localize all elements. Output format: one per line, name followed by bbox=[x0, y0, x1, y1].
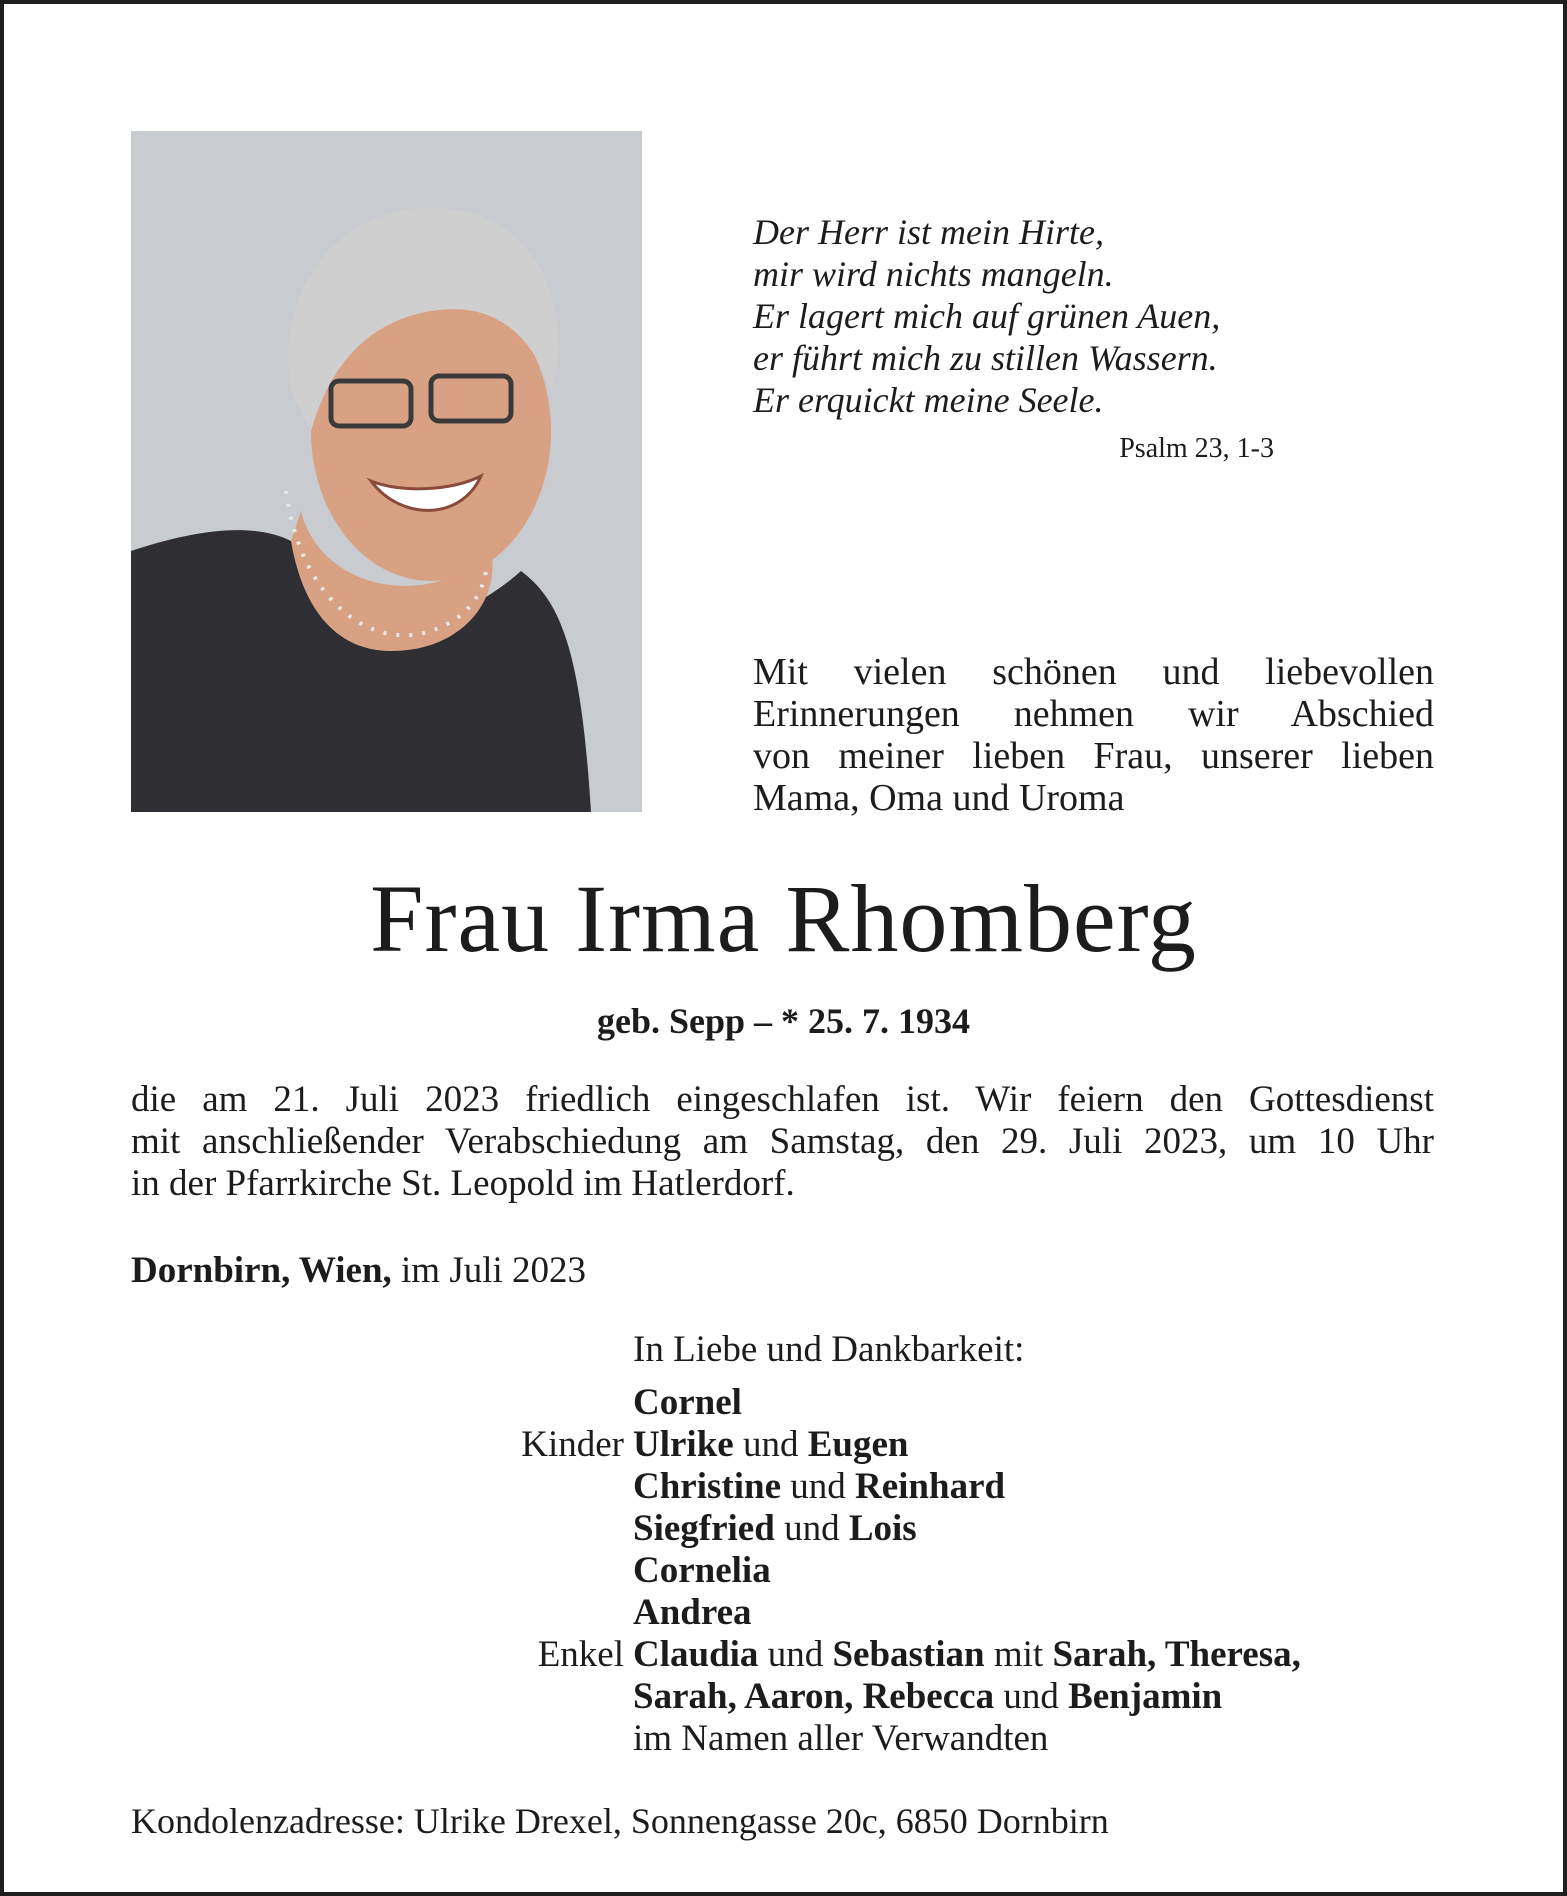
great-grandchildren: Sarah, Theresa, bbox=[1052, 1634, 1301, 1675]
farewell-line: Erinnerungen nehmen wir Abschied bbox=[753, 693, 1434, 735]
partner-name: Reinhard bbox=[855, 1466, 1006, 1507]
role-label bbox=[404, 1382, 633, 1424]
family-row bbox=[404, 1592, 1464, 1634]
connector: und bbox=[774, 1508, 849, 1549]
obituary-page bbox=[4, 4, 1563, 1892]
connector: und bbox=[781, 1466, 855, 1507]
portrait-image bbox=[131, 131, 642, 812]
psalm-line: Er erquickt meine Seele. bbox=[753, 380, 1104, 420]
child-name: Cornel bbox=[633, 1382, 742, 1423]
farewell-line: Mit vielen schönen und liebevollen bbox=[753, 651, 1434, 693]
birth-info: geb. Sepp – * 25. 7. 1934 bbox=[596, 1001, 971, 1041]
announcement-line: in der Pfarrkirche St. Leopold im Hatlerdorf. bbox=[131, 1163, 795, 1204]
announcement-text bbox=[131, 1079, 1434, 1205]
family-row bbox=[404, 1550, 1464, 1592]
family-row bbox=[404, 1634, 1464, 1676]
portrait-photo bbox=[131, 131, 642, 812]
partner-name: Lois bbox=[848, 1508, 917, 1549]
great-grandchildren: Sarah, Aaron, Rebecca bbox=[633, 1676, 995, 1717]
psalm-line: er führt mich zu stillen Wassern. bbox=[753, 338, 1218, 378]
announcement-line: mit anschließender Verabschiedung am Samstag, den 29. Juli 2023, um 10 Uhr bbox=[131, 1121, 1434, 1162]
family-row bbox=[404, 1382, 1464, 1424]
child-name: Cornelia bbox=[633, 1550, 771, 1591]
psalm-reference: Psalm 23, 1-3 bbox=[1119, 433, 1274, 464]
child-name: Siegfried bbox=[633, 1508, 775, 1549]
connector: mit bbox=[984, 1634, 1053, 1675]
child-name: Ulrike bbox=[633, 1424, 734, 1465]
partner-name: Eugen bbox=[807, 1424, 909, 1465]
family-row bbox=[404, 1424, 1464, 1466]
mourners-intro: In Liebe und Dankbarkeit: bbox=[633, 1329, 1025, 1370]
child-name: Christine bbox=[633, 1466, 781, 1507]
psalm-line: Er lagert mich auf grünen Auen, bbox=[753, 296, 1221, 336]
psalm-quote bbox=[753, 211, 1273, 421]
farewell-line: von meiner lieben Frau, unserer lieben bbox=[753, 735, 1434, 777]
connector: und bbox=[758, 1634, 833, 1675]
family-row bbox=[404, 1676, 1464, 1718]
announcement-line: die am 21. Juli 2023 friedlich eingeschlafen ist. Wir feiern den Gottesdienst bbox=[131, 1079, 1434, 1120]
places: Dornbirn, Wien, bbox=[131, 1250, 392, 1291]
grandchildren-label: Enkel bbox=[537, 1634, 624, 1675]
mourners-list bbox=[404, 1382, 1464, 1760]
child-name: Andrea bbox=[633, 1592, 752, 1633]
deceased-name: Frau Irma Rhomberg bbox=[370, 865, 1197, 972]
family-row bbox=[404, 1508, 1464, 1550]
grandchild-partner: Sebastian bbox=[832, 1634, 985, 1675]
grandchild-name: Claudia bbox=[633, 1634, 759, 1675]
place-date bbox=[131, 1250, 586, 1292]
psalm-line: Der Herr ist mein Hirte, bbox=[753, 212, 1104, 252]
great-grandchild-name: Benjamin bbox=[1068, 1676, 1223, 1717]
farewell-line: Mama, Oma und Uroma bbox=[753, 777, 1125, 819]
date: im Juli 2023 bbox=[391, 1250, 587, 1291]
connector: und bbox=[733, 1424, 808, 1465]
family-row bbox=[404, 1466, 1464, 1508]
family-row bbox=[404, 1718, 1464, 1760]
psalm-line: mir wird nichts mangeln. bbox=[753, 254, 1114, 294]
closing-line: im Namen aller Verwandten bbox=[633, 1718, 1049, 1759]
children-label: Kinder bbox=[521, 1424, 624, 1465]
condolence-address: Kondolenzadresse: Ulrike Drexel, Sonnengasse 20c, 6850 Dornbirn bbox=[131, 1801, 1109, 1841]
farewell-text bbox=[753, 651, 1434, 819]
connector: und bbox=[994, 1676, 1069, 1717]
